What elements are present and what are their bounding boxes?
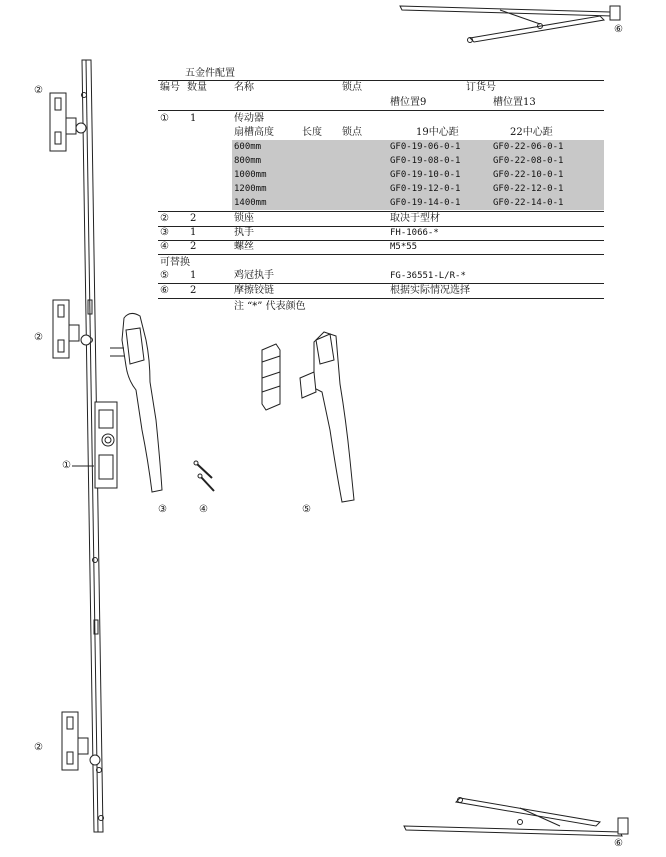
alt-item-qty: 2 <box>190 285 197 296</box>
item-qty: 2 <box>190 241 197 252</box>
alt-item-order: FG-36551-L/R-* <box>390 271 466 281</box>
screws-drawing <box>194 461 214 491</box>
item-qty: 2 <box>190 213 197 224</box>
block-drawing <box>262 344 280 410</box>
drive-row-height: 800mm <box>234 156 262 166</box>
cockspur-handle-drawing <box>300 332 354 502</box>
alt-item-order: 根据实际情况选择 <box>390 285 470 296</box>
drive-row-c19: GF0-19-14-0-1 <box>390 198 461 208</box>
alt-item-qty: 1 <box>190 270 197 281</box>
header-no: 编号 <box>160 82 180 93</box>
friction-hinge-bottom <box>404 798 628 837</box>
header-slot9: 槽位置9 <box>390 97 427 108</box>
alt-title: 可替换 <box>160 257 190 268</box>
item-name: 执手 <box>234 227 254 238</box>
subheader-19: 19中心距 <box>416 127 459 138</box>
header-lockpoint: 锁点 <box>342 82 362 93</box>
callout-2-top: ② <box>34 85 43 96</box>
callout-5: ⑤ <box>302 504 311 515</box>
drive-row-c22: GF0-22-12-0-1 <box>493 184 564 194</box>
alt-item-name: 摩擦铰链 <box>234 285 274 296</box>
alt-item-no: ⑤ <box>160 270 169 281</box>
drive-row-c19: GF0-19-12-0-1 <box>390 184 461 194</box>
item-rule <box>158 254 604 255</box>
transmission-rod-drawing <box>82 60 118 832</box>
item-order: 取决于型材 <box>390 213 440 224</box>
table-note: 注 “*” 代表颜色 <box>234 301 306 312</box>
item-order: FH-1066-* <box>390 228 439 238</box>
callout-6-bottom: ⑥ <box>614 838 623 849</box>
callout-3: ③ <box>158 504 167 515</box>
callout-2-middle: ② <box>34 332 43 343</box>
drive-name: 传动器 <box>234 113 264 124</box>
drive-row-height: 1200mm <box>234 184 267 194</box>
drive-row-c19: GF0-19-06-0-1 <box>390 142 461 152</box>
callout-1: ① <box>62 460 71 471</box>
alt-item-rule <box>158 283 604 284</box>
alt-item-no: ⑥ <box>160 285 169 296</box>
handle-drawing <box>110 313 162 492</box>
drive-row-c22: GF0-22-08-0-1 <box>493 156 564 166</box>
drive-row-c19: GF0-19-10-0-1 <box>390 170 461 180</box>
drive-row-height: 600mm <box>234 142 262 152</box>
item-rule <box>158 240 604 241</box>
subheader-lockpoint: 锁点 <box>342 127 362 138</box>
item-qty: 1 <box>190 227 197 238</box>
drive-row-c22: GF0-22-14-0-1 <box>493 198 564 208</box>
header-qty: 数量 <box>187 82 207 93</box>
header-name: 名称 <box>234 82 254 93</box>
drive-bottom-rule <box>158 211 604 212</box>
alt-item-name: 鸡冠执手 <box>234 270 274 281</box>
drive-row-c19: GF0-19-08-0-1 <box>390 156 461 166</box>
friction-hinge-top <box>400 6 620 43</box>
table-top-rule <box>158 80 604 81</box>
subheader-length: 长度 <box>302 127 322 138</box>
drive-row-height: 1400mm <box>234 198 267 208</box>
drive-row-height: 1000mm <box>234 170 267 180</box>
callout-4: ④ <box>199 504 208 515</box>
item-name: 锁座 <box>234 213 254 224</box>
drive-no: ① <box>160 113 169 124</box>
item-no: ③ <box>160 227 169 238</box>
header-bottom-rule <box>158 110 604 111</box>
drive-qty: 1 <box>190 113 197 124</box>
callout-6-top: ⑥ <box>614 24 623 35</box>
item-rule <box>158 226 604 227</box>
subheader-height: 扇槽高度 <box>234 127 274 138</box>
header-slot13: 槽位置13 <box>493 97 536 108</box>
lock-keeper-middle <box>53 300 91 358</box>
lock-keeper-top <box>50 93 86 151</box>
alt-item-rule <box>158 298 604 299</box>
callout-2-bottom: ② <box>34 742 43 753</box>
item-order: M5*55 <box>390 242 418 252</box>
item-no: ④ <box>160 241 169 252</box>
table-title: 五金件配置 <box>185 68 235 79</box>
item-no: ② <box>160 213 169 224</box>
item-name: 螺丝 <box>234 241 254 252</box>
header-order: 订货号 <box>466 82 496 93</box>
subheader-22: 22中心距 <box>510 127 553 138</box>
drive-row-c22: GF0-22-06-0-1 <box>493 142 564 152</box>
drive-row-c22: GF0-22-10-0-1 <box>493 170 564 180</box>
